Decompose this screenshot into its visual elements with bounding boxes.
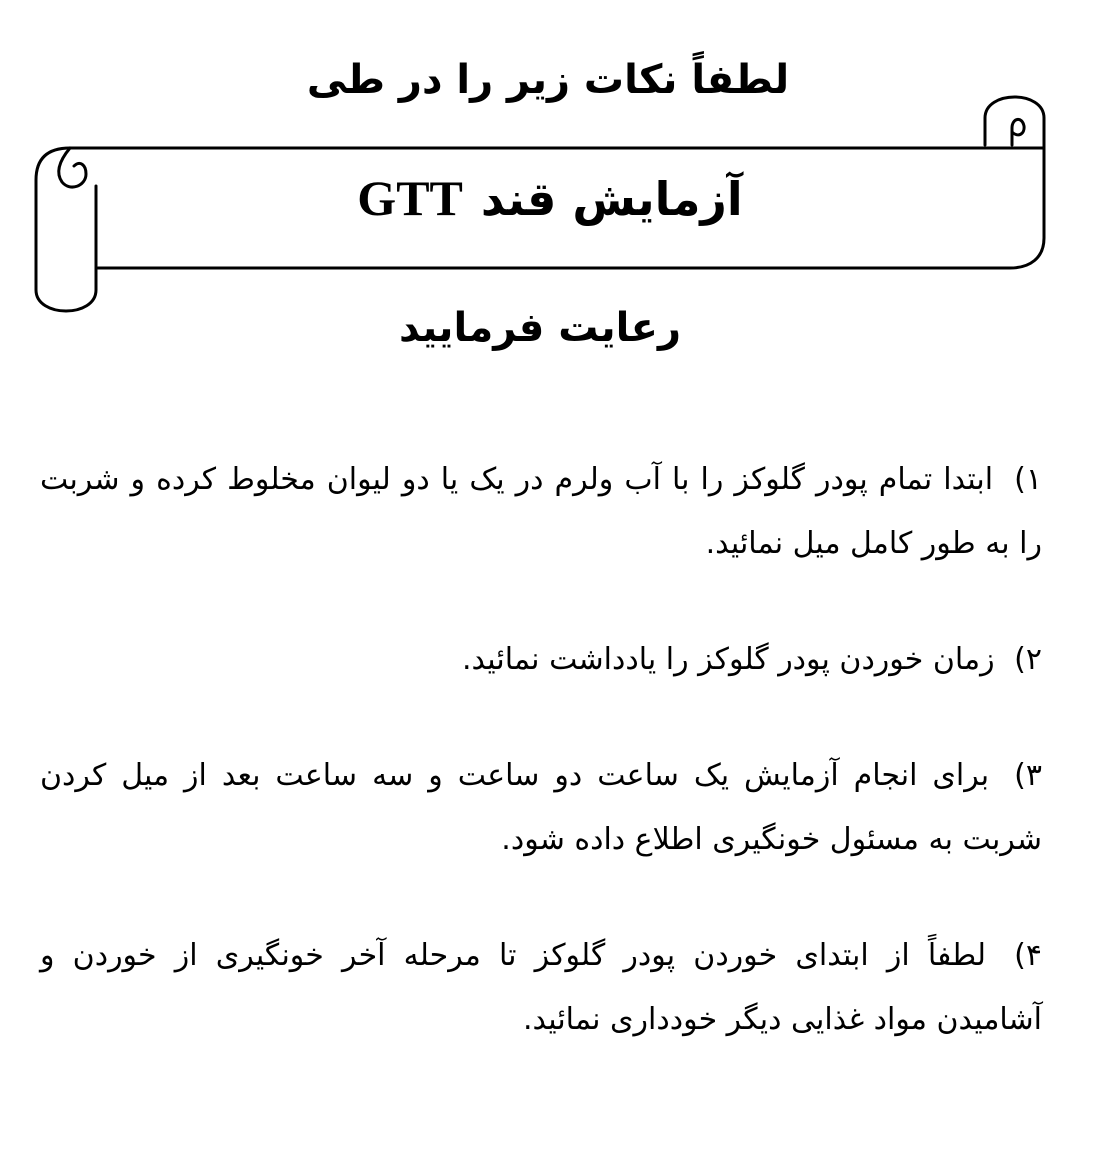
scroll-banner	[0, 0, 1119, 330]
instruction-text: زمان خوردن پودر گلوکز را یادداشت نمائید.	[462, 642, 995, 677]
banner-title-code: GTT	[357, 170, 463, 226]
instruction-text: لطفاً از ابتدای خوردن پودر گلوکز تا مرحله آخر خونگیری از خوردن و آشامیدن مواد غذایی دیگر خودداری نمائید.	[40, 938, 1042, 1037]
instruction-item-2	[40, 628, 1042, 692]
instruction-number: ۴)	[1014, 938, 1042, 973]
instruction-item-1	[40, 448, 1042, 576]
instruction-number: ۳)	[1014, 758, 1042, 793]
instruction-number: ۲)	[1014, 642, 1042, 677]
instruction-text: ابتدا تمام پودر گلوکز را با آب ولرم در یک یا دو لیوان مخلوط کرده و شربت را به طور کامل میل نمائید.	[40, 462, 1042, 561]
instruction-text: برای انجام آزمایش یک ساعت دو ساعت و سه ساعت بعد از میل کردن شربت به مسئول خونگیری اطلاع داده شود.	[40, 758, 1042, 857]
heading-bottom-line: رعایت فرمایید	[399, 305, 681, 351]
banner-title-text: آزمایش قند	[480, 172, 743, 226]
scroll-right-curl	[1012, 119, 1024, 145]
banner-title	[100, 166, 1000, 231]
instruction-list	[40, 448, 1042, 1104]
instruction-item-3	[40, 744, 1042, 872]
instruction-item-4	[40, 924, 1042, 1052]
scroll-left-curl	[59, 148, 86, 187]
instruction-number: ۱)	[1014, 462, 1043, 497]
heading-top-line: لطفاً نکات زیر را در طی	[306, 57, 790, 103]
